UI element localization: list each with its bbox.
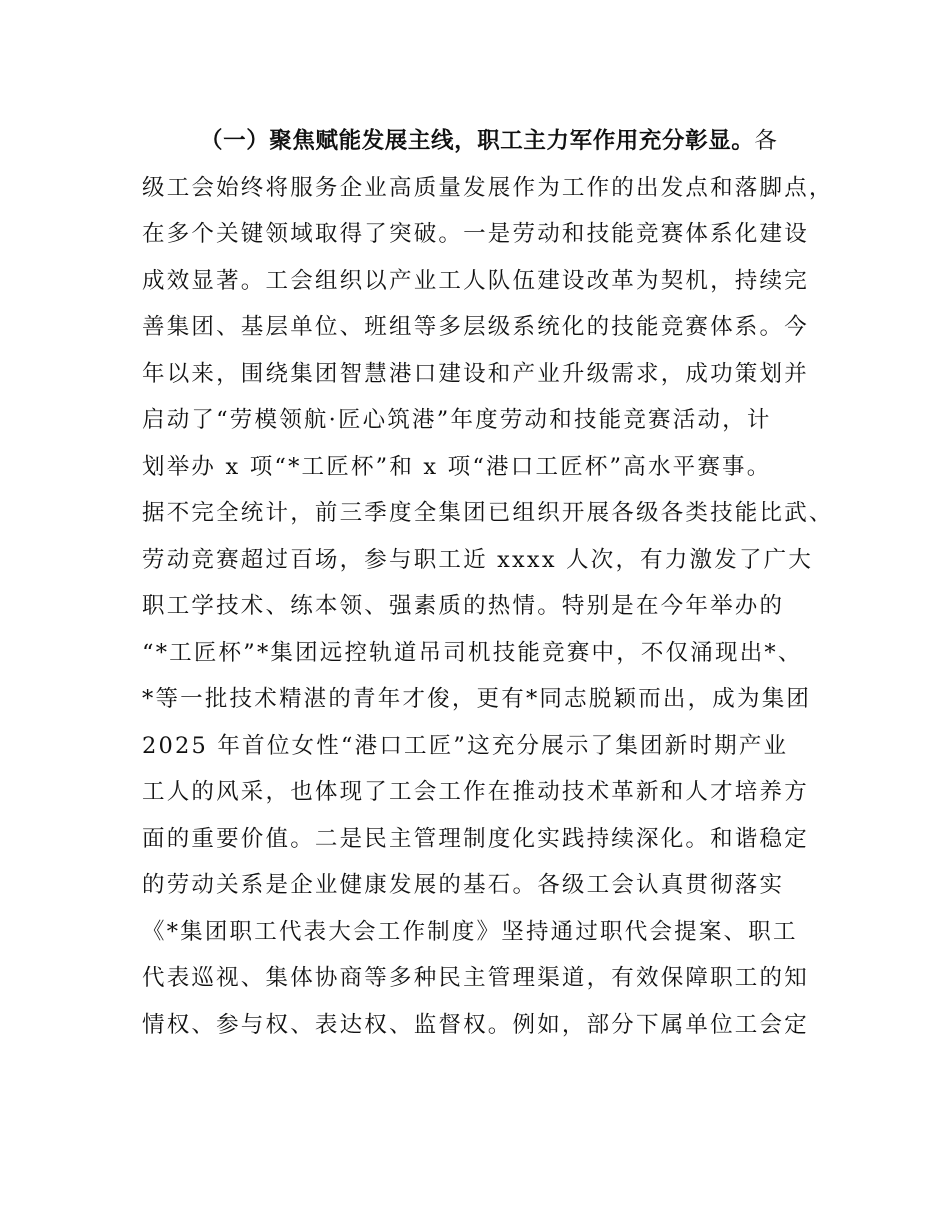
paragraph-line-2: 级工会始终将服务企业高质量发展作为工作的出发点和落脚点， bbox=[142, 174, 834, 201]
paragraph-line-6: 年以来，围绕集团智慧港口建设和产业升级需求，成功策划并 bbox=[142, 360, 809, 387]
paragraph-line-14: 2025 年首位女性“港口工匠”这充分展示了集团新时期产业 bbox=[142, 732, 789, 759]
paragraph-line-10: 劳动竞赛超过百场，参与职工近 xxxx 人次，有力激发了广大 bbox=[142, 546, 814, 573]
paragraph-line-5: 善集团、基层单位、班组等多层级系统化的技能竞赛体系。今 bbox=[142, 314, 809, 340]
line-text: 各 bbox=[754, 128, 780, 154]
paragraph-line-4: 成效显著。工会组织以产业工人队伍建设改革为契机，持续完 bbox=[142, 267, 809, 294]
paragraph-line-8: 划举办 x 项“*工匠杯”和 x 项“港口工匠杯”高水平赛事。 bbox=[142, 453, 772, 480]
paragraph-line-7: 启动了“劳模领航·匠心筑港”年度劳动和技能竞赛活动，计 bbox=[142, 407, 772, 433]
paragraph-line-1 bbox=[200, 126, 779, 156]
paragraph-line-15: 工人的风采，也体现了工会工作在推动技术革新和人才培养方 bbox=[142, 779, 809, 805]
paragraph-line-18: 《*集团职工代表大会工作制度》坚持通过职代会提案、职工 bbox=[142, 918, 798, 945]
paragraph-line-19: 代表巡视、集体协商等多种民主管理渠道，有效保障职工的知 bbox=[142, 965, 809, 991]
paragraph-line-3: 在多个关键领域取得了突破。一是劳动和技能竞赛体系化建设 bbox=[142, 221, 809, 247]
paragraph-line-13: *等一批技术精湛的青年才俊，更有*同志脱颖而出，成为集团 bbox=[142, 686, 812, 712]
paragraph-line-20: 情权、参与权、表达权、监督权。例如，部分下属单位工会定 bbox=[142, 1011, 809, 1038]
paragraph-line-11: 职工学技术、练本领、强素质的热情。特别是在今年举办的 bbox=[142, 593, 785, 619]
paragraph-line-12: “*工匠杯”*集团远控轨道吊司机技能竞赛中，不仅涌现出*、 bbox=[142, 639, 803, 666]
paragraph-line-17: 的劳动关系是企业健康发展的基石。各级工会认真贯彻落实 bbox=[142, 872, 785, 898]
paragraph-line-9: 据不完全统计，前三季度全集团已组织开展各级各类技能比武、 bbox=[142, 500, 834, 526]
section-heading: （一）聚焦赋能发展主线，职工主力军作用充分彰显。 bbox=[200, 128, 755, 154]
paragraph-line-16: 面的重要价值。二是民主管理制度化实践持续深化。和谐稳定 bbox=[142, 825, 809, 852]
